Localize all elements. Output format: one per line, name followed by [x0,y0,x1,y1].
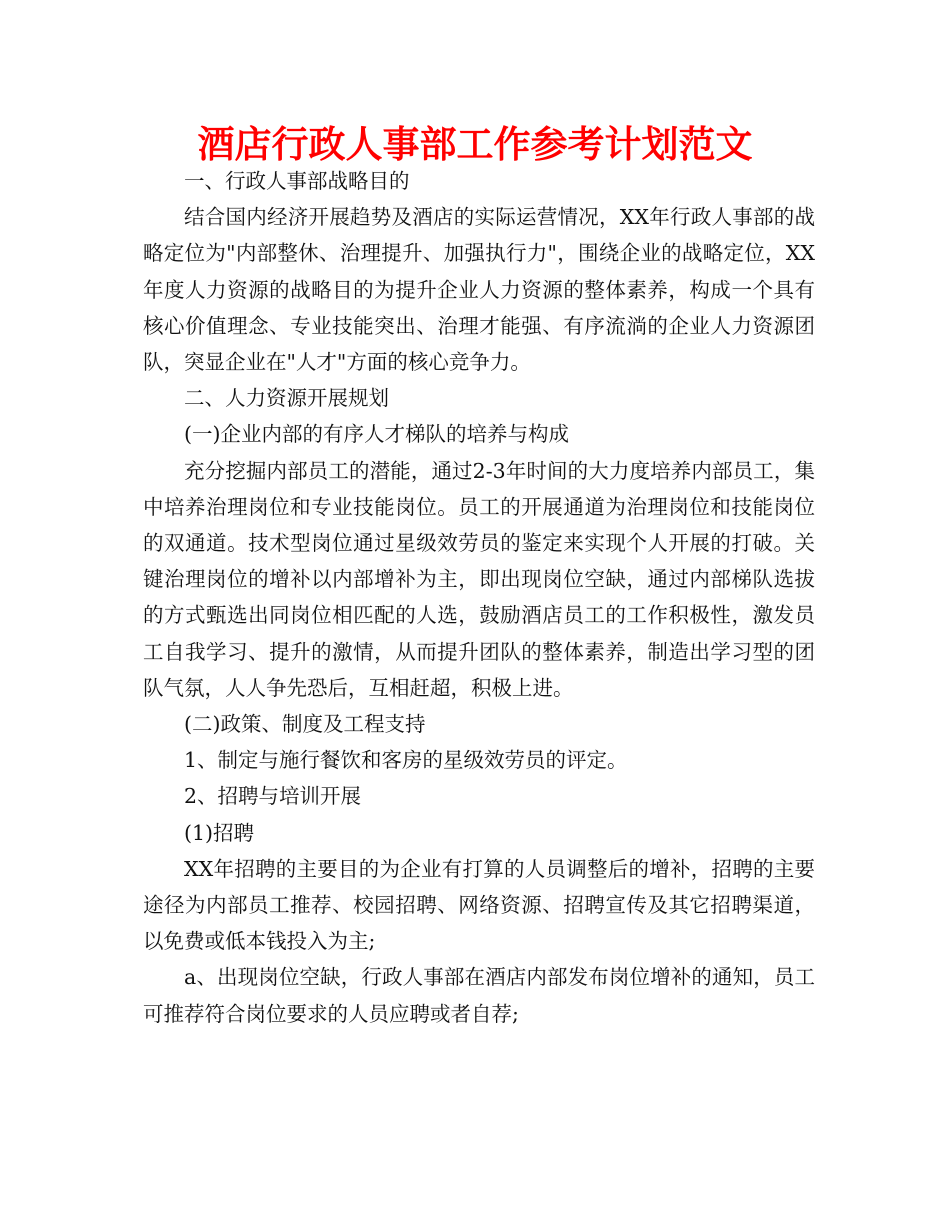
subsection-heading: (1)招聘 [184,820,255,845]
body-paragraph: 充分挖掘内部员工的潜能，通过2-3年时间的大力度培养内部员工，集中培养治理岗位和专业技能岗位。员工的开展通道为治理岗位和技能岗位的双通道。技术型岗位通过星级效劳员的鉴定来实现个人开展的打破。关键治理岗位的增补以内部增补为主，即出现岗位空缺，通过内部梯队选拔的方式甄选出同岗位相匹配的人选，鼓励酒店员工的工作积极性，激发员工自我学习、提升的激情，从而提升团队的整体素养，制造出学习型的团队气氛，人人争先恐后，互相赶超，积极上进。 [143,458,815,700]
subsection-heading: (二)政策、制度及工程支持 [184,712,426,737]
document-body [143,163,815,1032]
body-paragraph: XX年招聘的主要目的为企业有打算的人员调整后的增补，招聘的主要途径为内部员工推荐、校园招聘、网络资源、招聘宣传及其它招聘渠道，以免费或低本钱投入为主; [143,856,815,954]
subsection-heading: (一)企业内部的有序人才梯队的培养与构成 [184,422,569,447]
body-paragraph: 结合国内经济开展趋势及酒店的实际运营情况，XX年行政人事部的战略定位为"内部整休、治理提升、加强执行力"，围绕企业的战略定位，XX年度人力资源的战略目的为提升企业人力资源的整体素养，构成一个具有核心价值理念、专业技能突出、治理才能强、有序流淌的企业人力资源团队，突显企业在"人才"方面的核心竞争力。 [143,205,815,375]
section-heading: 二、人力资源开展规划 [184,386,389,411]
document-title: 酒店行政人事部工作参考计划范文 [197,122,753,166]
section-heading: 一、行政人事部战略目的 [184,169,410,193]
body-paragraph: a、出现岗位空缺，行政人事部在酒店内部发布岗位增补的通知，员工可推荐符合岗位要求的人员应聘或者自荐; [143,965,815,1026]
list-item: 1、制定与施行餐饮和客房的星级效劳员的评定。 [184,748,628,773]
list-item: 2、招聘与培训开展 [184,784,362,809]
